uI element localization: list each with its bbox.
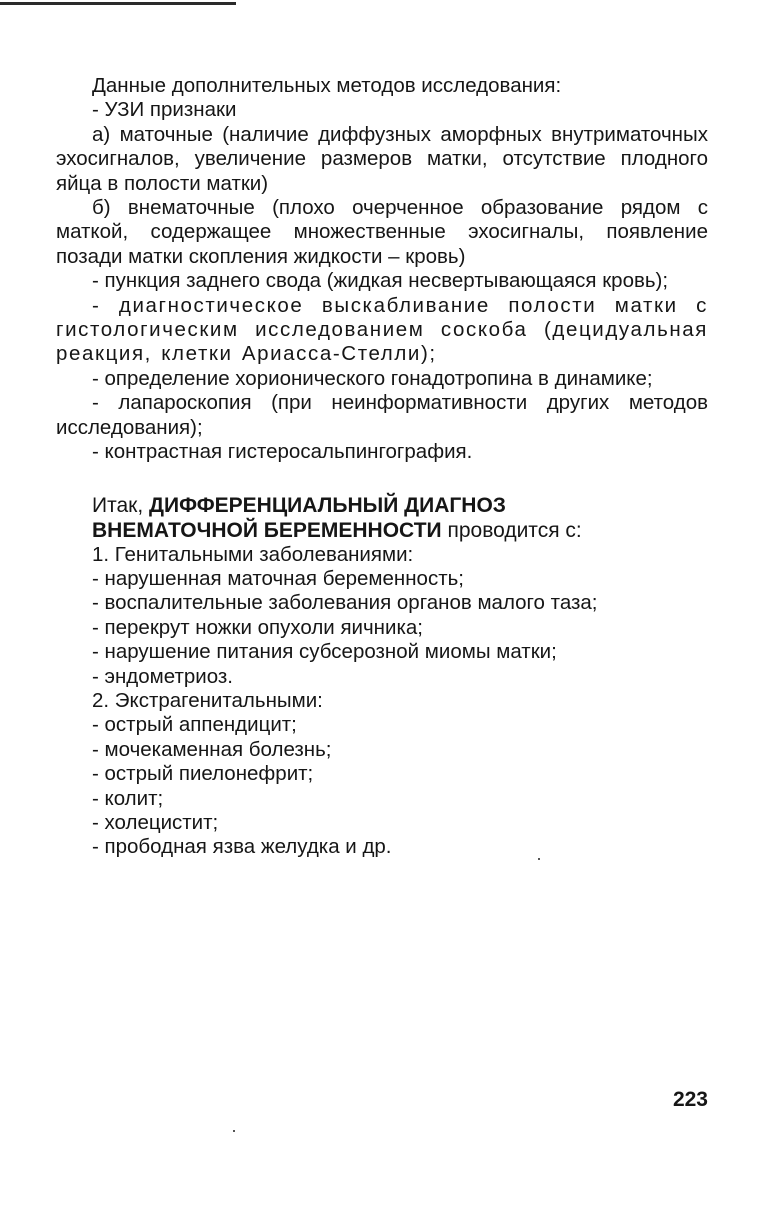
page-number: 223 (672, 1088, 708, 1111)
hcg-item: - определение хорионического гонадотропина в динамике; (92, 366, 653, 390)
uzi-heading: - УЗИ признаки (92, 98, 237, 122)
genital-item: - нарушенная маточная беременность; (92, 566, 464, 590)
extragenital-item: - колит; (92, 786, 164, 810)
hsg-item: - контрастная гистеросальпингография. (92, 440, 473, 464)
page-content (56, 74, 708, 860)
top-rule (0, 2, 236, 5)
extragenital-item: - прободная язва желудка и др. (92, 835, 392, 859)
genital-item: - эндометриоз. (92, 664, 233, 688)
scan-speck (538, 858, 540, 860)
laparoscopy-item: - лапароскопия (при неинформативности других методов исследования); (56, 391, 708, 439)
scan-speck (233, 1130, 235, 1132)
extragenital-item: - холецистит; (92, 810, 219, 834)
diagnosis-prefix: Итак, (92, 493, 150, 517)
extragenital-item: - острый аппендицит; (92, 713, 297, 737)
genital-item: - воспалительные заболевания органов малого таза; (92, 591, 598, 615)
diagnosis-suffix: проводится с: (441, 518, 582, 542)
uzi-uterine: а) маточные (наличие диффузных аморфных внутриматочных эхосигналов, увеличение размеров матки, отсутствие плодного яйца в полости матки) (56, 122, 708, 195)
uzi-ectopic: б) внематочные (плохо очерченное образование рядом с маткой, содержащее множественные эхосигналы, появление позади матки скопления жидкости – кровь) (56, 196, 708, 268)
extragenital-item: - мочекаменная болезнь; (92, 737, 332, 761)
extragenital-title: 2. Экстрагенитальными: (92, 688, 323, 712)
punction-item: - пункция заднего свода (жидкая несвертывающаяся кровь); (92, 269, 669, 293)
genital-title: 1. Генитальными заболеваниями: (92, 542, 414, 566)
diagnosis-bold-1: ДИФФЕРЕНЦИАЛЬНЫЙ ДИАГНОЗ (149, 493, 506, 517)
intro-title: Данные дополнительных методов исследования: (92, 74, 562, 97)
genital-item: - нарушение питания субсерозной миомы матки; (92, 640, 557, 664)
diagnosis-heading (56, 493, 708, 543)
curettage-item: - диагностическое выскабливание полости матки с гистологическим исследованием соскоба (децидуальная реакция, клетки Ариасса-Стелли); (56, 293, 708, 366)
diagnosis-bold-2: ВНЕМАТОЧНОЙ БЕРЕМЕННОСТИ (92, 518, 442, 542)
genital-item: - перекрут ножки опухоли яичника; (92, 615, 423, 639)
extragenital-item: - острый пиелонефрит; (92, 762, 314, 786)
